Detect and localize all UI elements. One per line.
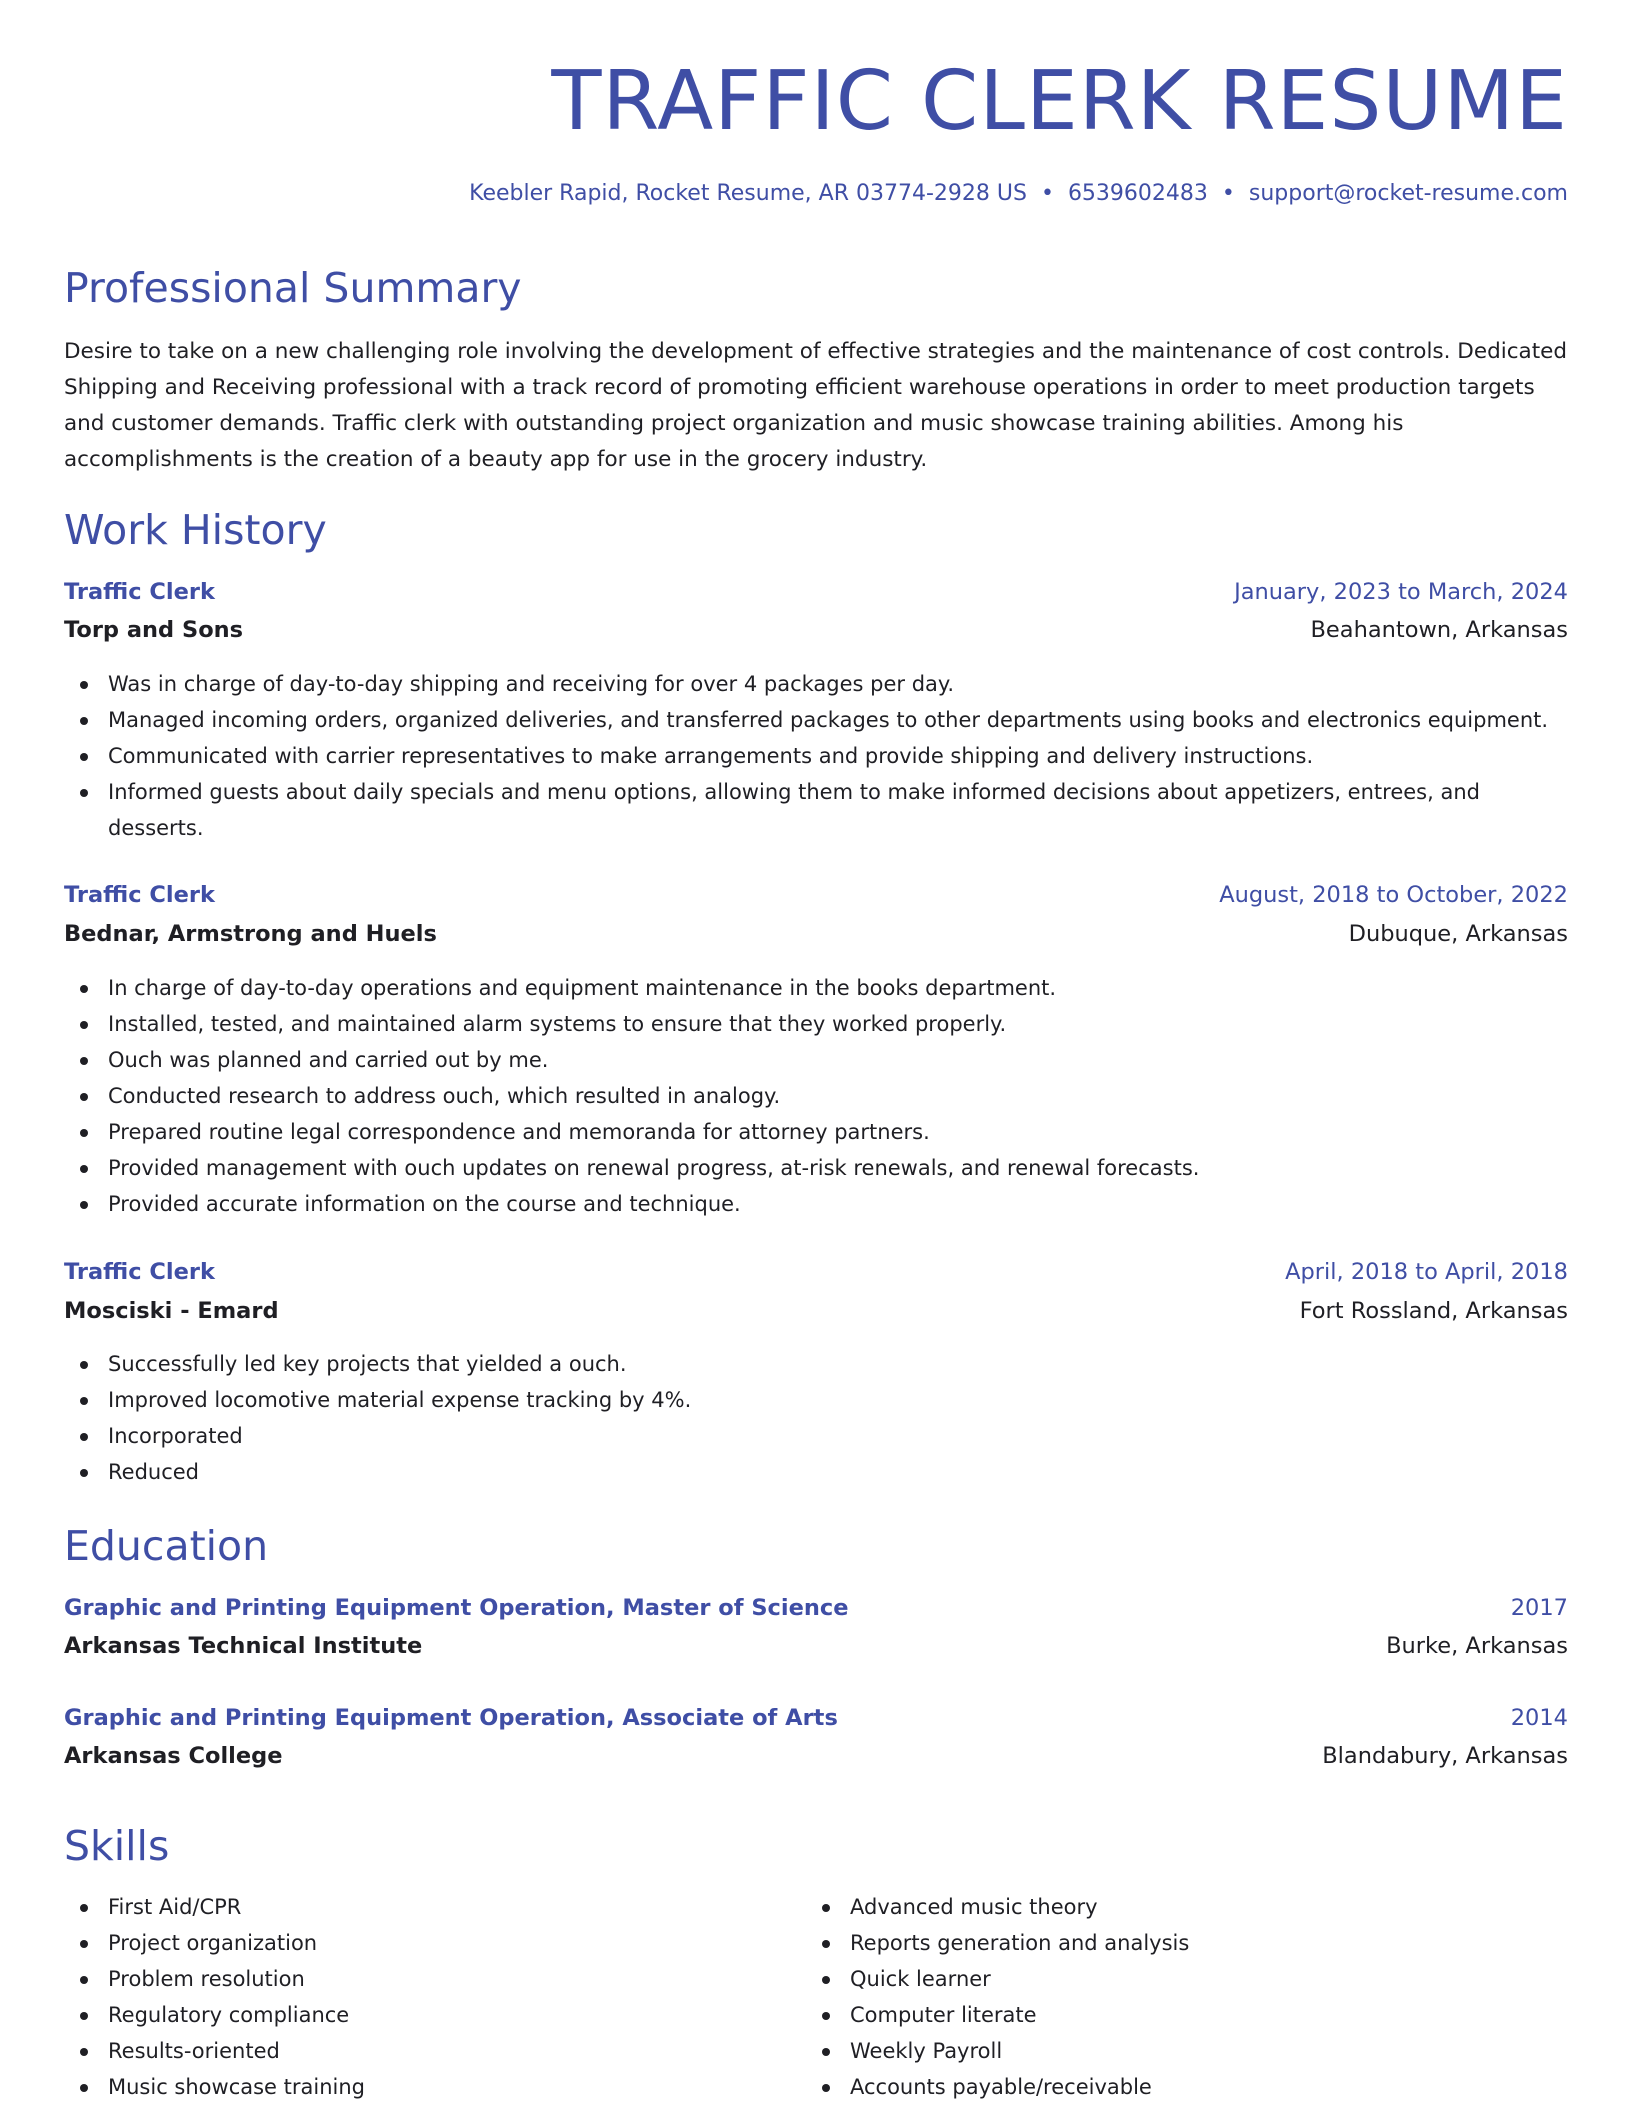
skill-item: Results-oriented xyxy=(64,2033,764,2069)
list-item: Informed guests about daily specials and menu options, allowing them to make informed decisions about appetizers, entrees, and desserts. xyxy=(64,774,1568,846)
skill-item: Quick learner xyxy=(806,1961,1506,1997)
job-role: Traffic Clerk xyxy=(64,579,215,605)
contact-address: Keebler Rapid, Rocket Resume, AR 03774-2928 US xyxy=(469,181,1027,206)
education-location: Blandabury, Arkansas xyxy=(1322,1743,1568,1769)
job-location: Dubuque, Arkansas xyxy=(1348,921,1568,947)
education-header xyxy=(64,1700,1568,1736)
list-item: Provided management with ouch updates on renewal progress, at-risk renewals, and renewal forecasts. xyxy=(64,1150,1568,1186)
skill-item: Regulatory compliance xyxy=(64,1997,764,2033)
skill-item: Weekly Payroll xyxy=(806,2033,1506,2069)
section-title-work: Work History xyxy=(64,506,327,554)
skills-list-right xyxy=(806,1889,1506,2105)
resume-title: TRAFFIC CLERK RESUME xyxy=(551,54,1568,149)
list-item: Incorporated xyxy=(64,1418,1568,1454)
job-header xyxy=(64,574,1568,610)
list-item: Improved locomotive material expense tracking by 4%. xyxy=(64,1382,1568,1418)
skill-item: Advanced music theory xyxy=(806,1889,1506,1925)
education-org xyxy=(64,1628,1568,1664)
list-item: Prepared routine legal correspondence and memoranda for attorney partners. xyxy=(64,1114,1568,1150)
list-item: Provided accurate information on the course and technique. xyxy=(64,1186,1568,1222)
list-item: Installed, tested, and maintained alarm systems to ensure that they worked properly. xyxy=(64,1006,1568,1042)
education-degree: Graphic and Printing Equipment Operation, Associate of Arts xyxy=(64,1705,838,1731)
job-dates: January, 2023 to March, 2024 xyxy=(1234,579,1568,605)
job-dates: August, 2018 to October, 2022 xyxy=(1219,882,1568,908)
job-header xyxy=(64,877,1568,913)
job-company: Torp and Sons xyxy=(64,617,244,643)
skill-item: First Aid/CPR xyxy=(64,1889,764,1925)
skill-item: Reports generation and analysis xyxy=(806,1925,1506,1961)
list-item: Ouch was planned and carried out by me. xyxy=(64,1042,1568,1078)
skills-list-left xyxy=(64,1889,764,2105)
separator-dot: • xyxy=(1221,181,1235,206)
education-school: Arkansas College xyxy=(64,1743,283,1769)
job-role: Traffic Clerk xyxy=(64,882,215,908)
list-item: Successfully led key projects that yielded a ouch. xyxy=(64,1346,1568,1382)
education-degree: Graphic and Printing Equipment Operation, Master of Science xyxy=(64,1595,849,1621)
list-item: Reduced xyxy=(64,1454,1568,1490)
list-item: Managed incoming orders, organized deliveries, and transferred packages to other departments using books and electronics equipment. xyxy=(64,702,1568,738)
list-item: In charge of day-to-day operations and equipment maintenance in the books department. xyxy=(64,970,1568,1006)
contact-line xyxy=(469,178,1568,210)
contact-phone: 6539602483 xyxy=(1067,181,1208,206)
job-org xyxy=(64,1293,1568,1329)
skill-item: Problem resolution xyxy=(64,1961,764,1997)
list-item: Conducted research to address ouch, which resulted in analogy. xyxy=(64,1078,1568,1114)
job-bullets xyxy=(64,970,1568,1222)
education-org xyxy=(64,1738,1568,1774)
education-header xyxy=(64,1590,1568,1626)
job-org xyxy=(64,612,1568,648)
job-dates: April, 2018 to April, 2018 xyxy=(1285,1259,1568,1285)
education-year: 2017 xyxy=(1510,1595,1568,1621)
job-header xyxy=(64,1254,1568,1290)
summary-text: Desire to take on a new challenging role involving the development of effective strategies and the maintenance of cost controls. Dedicated Shipping and Receiving professional with a track record of promoting efficient warehouse operations in order to meet production targets and customer demands. Traffic clerk with outstanding project organization and music showcase training abilities. Among his accomplishments is the creation of a beauty app for use in the grocery industry. xyxy=(64,339,1568,472)
job-location: Beahantown, Arkansas xyxy=(1310,617,1568,643)
separator-dot: • xyxy=(1040,181,1054,206)
skill-item: Project organization xyxy=(64,1925,764,1961)
job-bullets xyxy=(64,666,1568,846)
section-title-summary: Professional Summary xyxy=(64,264,522,312)
skill-item: Computer literate xyxy=(806,1997,1506,2033)
education-location: Burke, Arkansas xyxy=(1386,1633,1568,1659)
job-company: Mosciski - Emard xyxy=(64,1298,279,1324)
job-company: Bednar, Armstrong and Huels xyxy=(64,921,437,947)
education-school: Arkansas Technical Institute xyxy=(64,1633,423,1659)
job-role: Traffic Clerk xyxy=(64,1259,215,1285)
job-bullets xyxy=(64,1346,1568,1490)
contact-email[interactable]: support@rocket-resume.com xyxy=(1248,181,1568,206)
list-item: Was in charge of day-to-day shipping and receiving for over 4 packages per day. xyxy=(64,666,1568,702)
job-org xyxy=(64,916,1568,952)
resume-page xyxy=(64,0,1568,2099)
list-item: Communicated with carrier representatives to make arrangements and provide shipping and delivery instructions. xyxy=(64,738,1568,774)
skill-item: Music showcase training xyxy=(64,2069,764,2105)
section-title-skills: Skills xyxy=(64,1822,170,1870)
job-location: Fort Rossland, Arkansas xyxy=(1299,1298,1568,1324)
skill-item: Accounts payable/receivable xyxy=(806,2069,1506,2105)
section-title-education: Education xyxy=(64,1522,269,1570)
education-year: 2014 xyxy=(1510,1705,1568,1731)
